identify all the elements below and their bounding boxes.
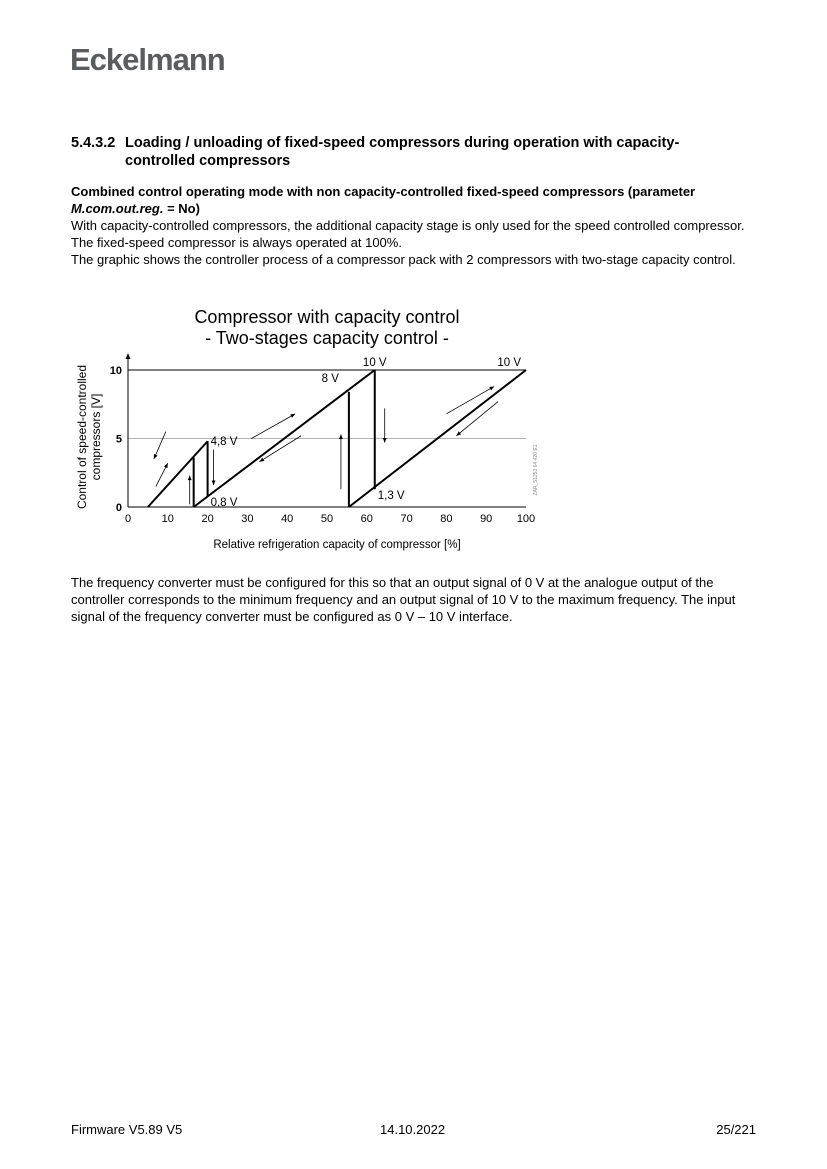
chart-title: Compressor with capacity control xyxy=(194,307,460,327)
x-tick-label: 20 xyxy=(201,513,214,525)
section-title-2: controlled compressors xyxy=(125,153,291,169)
eckelmann-logo: Eckelmann xyxy=(70,42,225,77)
y-tick-label: 5 xyxy=(115,433,122,446)
y-label-1: Control of speed-controlled xyxy=(75,364,89,510)
x-tick-label: 30 xyxy=(241,513,254,525)
footer-date: 14.10.2022 xyxy=(380,1122,446,1137)
direction-arrow-head xyxy=(212,480,216,485)
footer-firmware: Firmware V5.89 V5 xyxy=(71,1122,183,1137)
annotation-label: 4,8 V xyxy=(210,436,238,449)
section-title-1: Loading / unloading of fixed-speed compressors during operation with capacity- xyxy=(125,135,680,151)
x-tick-label: 90 xyxy=(480,513,493,525)
x-tick-label: 50 xyxy=(320,513,334,525)
x-tick-label: 80 xyxy=(440,513,453,525)
x-label: Relative refrigeration capacity of compressor [%] xyxy=(213,539,461,551)
chart-subtitle: - Two-stages capacity control - xyxy=(205,328,449,348)
annotation-label: 10 V xyxy=(497,357,521,369)
closing-paragraph: The frequency converter must be configured for this so that an output signal of 0 V at the analogue output of the controller corresponds to the minimum frequency and an output signal of 10 V to the maximum frequency. The input signal of the frequency converter must be configured as 0 V – 10 V interface. xyxy=(71,575,736,624)
x-tick-label: 40 xyxy=(281,513,294,525)
annotation-label: 8 V xyxy=(321,372,339,385)
annotation-label: 0,8 V xyxy=(210,497,238,510)
annotation-label: 10 V xyxy=(362,357,387,369)
series-stage-1 xyxy=(148,441,208,507)
x-tick-label: 100 xyxy=(516,513,536,525)
y-tick-label: 0 xyxy=(115,502,122,514)
direction-arrow-head xyxy=(383,438,387,443)
section-number: 5.4.3.2 xyxy=(71,135,116,151)
direction-arrow-head xyxy=(339,434,343,439)
paragraph-1: With capacity-controlled compressors, the additional capacity stage is only used for the speed controlled compressor. The fixed-speed compressor is always operated at 100%. xyxy=(71,218,745,250)
y-axis-arrow xyxy=(126,353,131,359)
annotation-label: 1,3 V xyxy=(377,490,405,503)
direction-arrow-head xyxy=(188,475,192,480)
footer-page: 25/221 xyxy=(716,1122,756,1137)
y-label-2: compressors [V] xyxy=(89,393,103,481)
parameter-name: M.com.out.reg. xyxy=(71,201,164,216)
x-tick-label: 10 xyxy=(161,513,174,525)
x-tick-label: 0 xyxy=(124,513,132,525)
paragraph-2: The graphic shows the controller process of a compressor pack with 2 compressors with two-stage capacity control. xyxy=(71,252,736,267)
x-tick-label: 60 xyxy=(360,513,373,525)
direction-arrow-head xyxy=(259,458,264,462)
x-tick-label: 70 xyxy=(400,513,413,525)
direction-arrow xyxy=(259,436,301,462)
watermark: ZAR_51253 64 420 E1 xyxy=(533,444,539,496)
subheading-suffix: = No) xyxy=(163,201,200,216)
y-tick-label: 10 xyxy=(109,365,122,377)
subheading-text: Combined control operating mode with non capacity-controlled fixed-speed compressors (parameter xyxy=(71,184,696,199)
